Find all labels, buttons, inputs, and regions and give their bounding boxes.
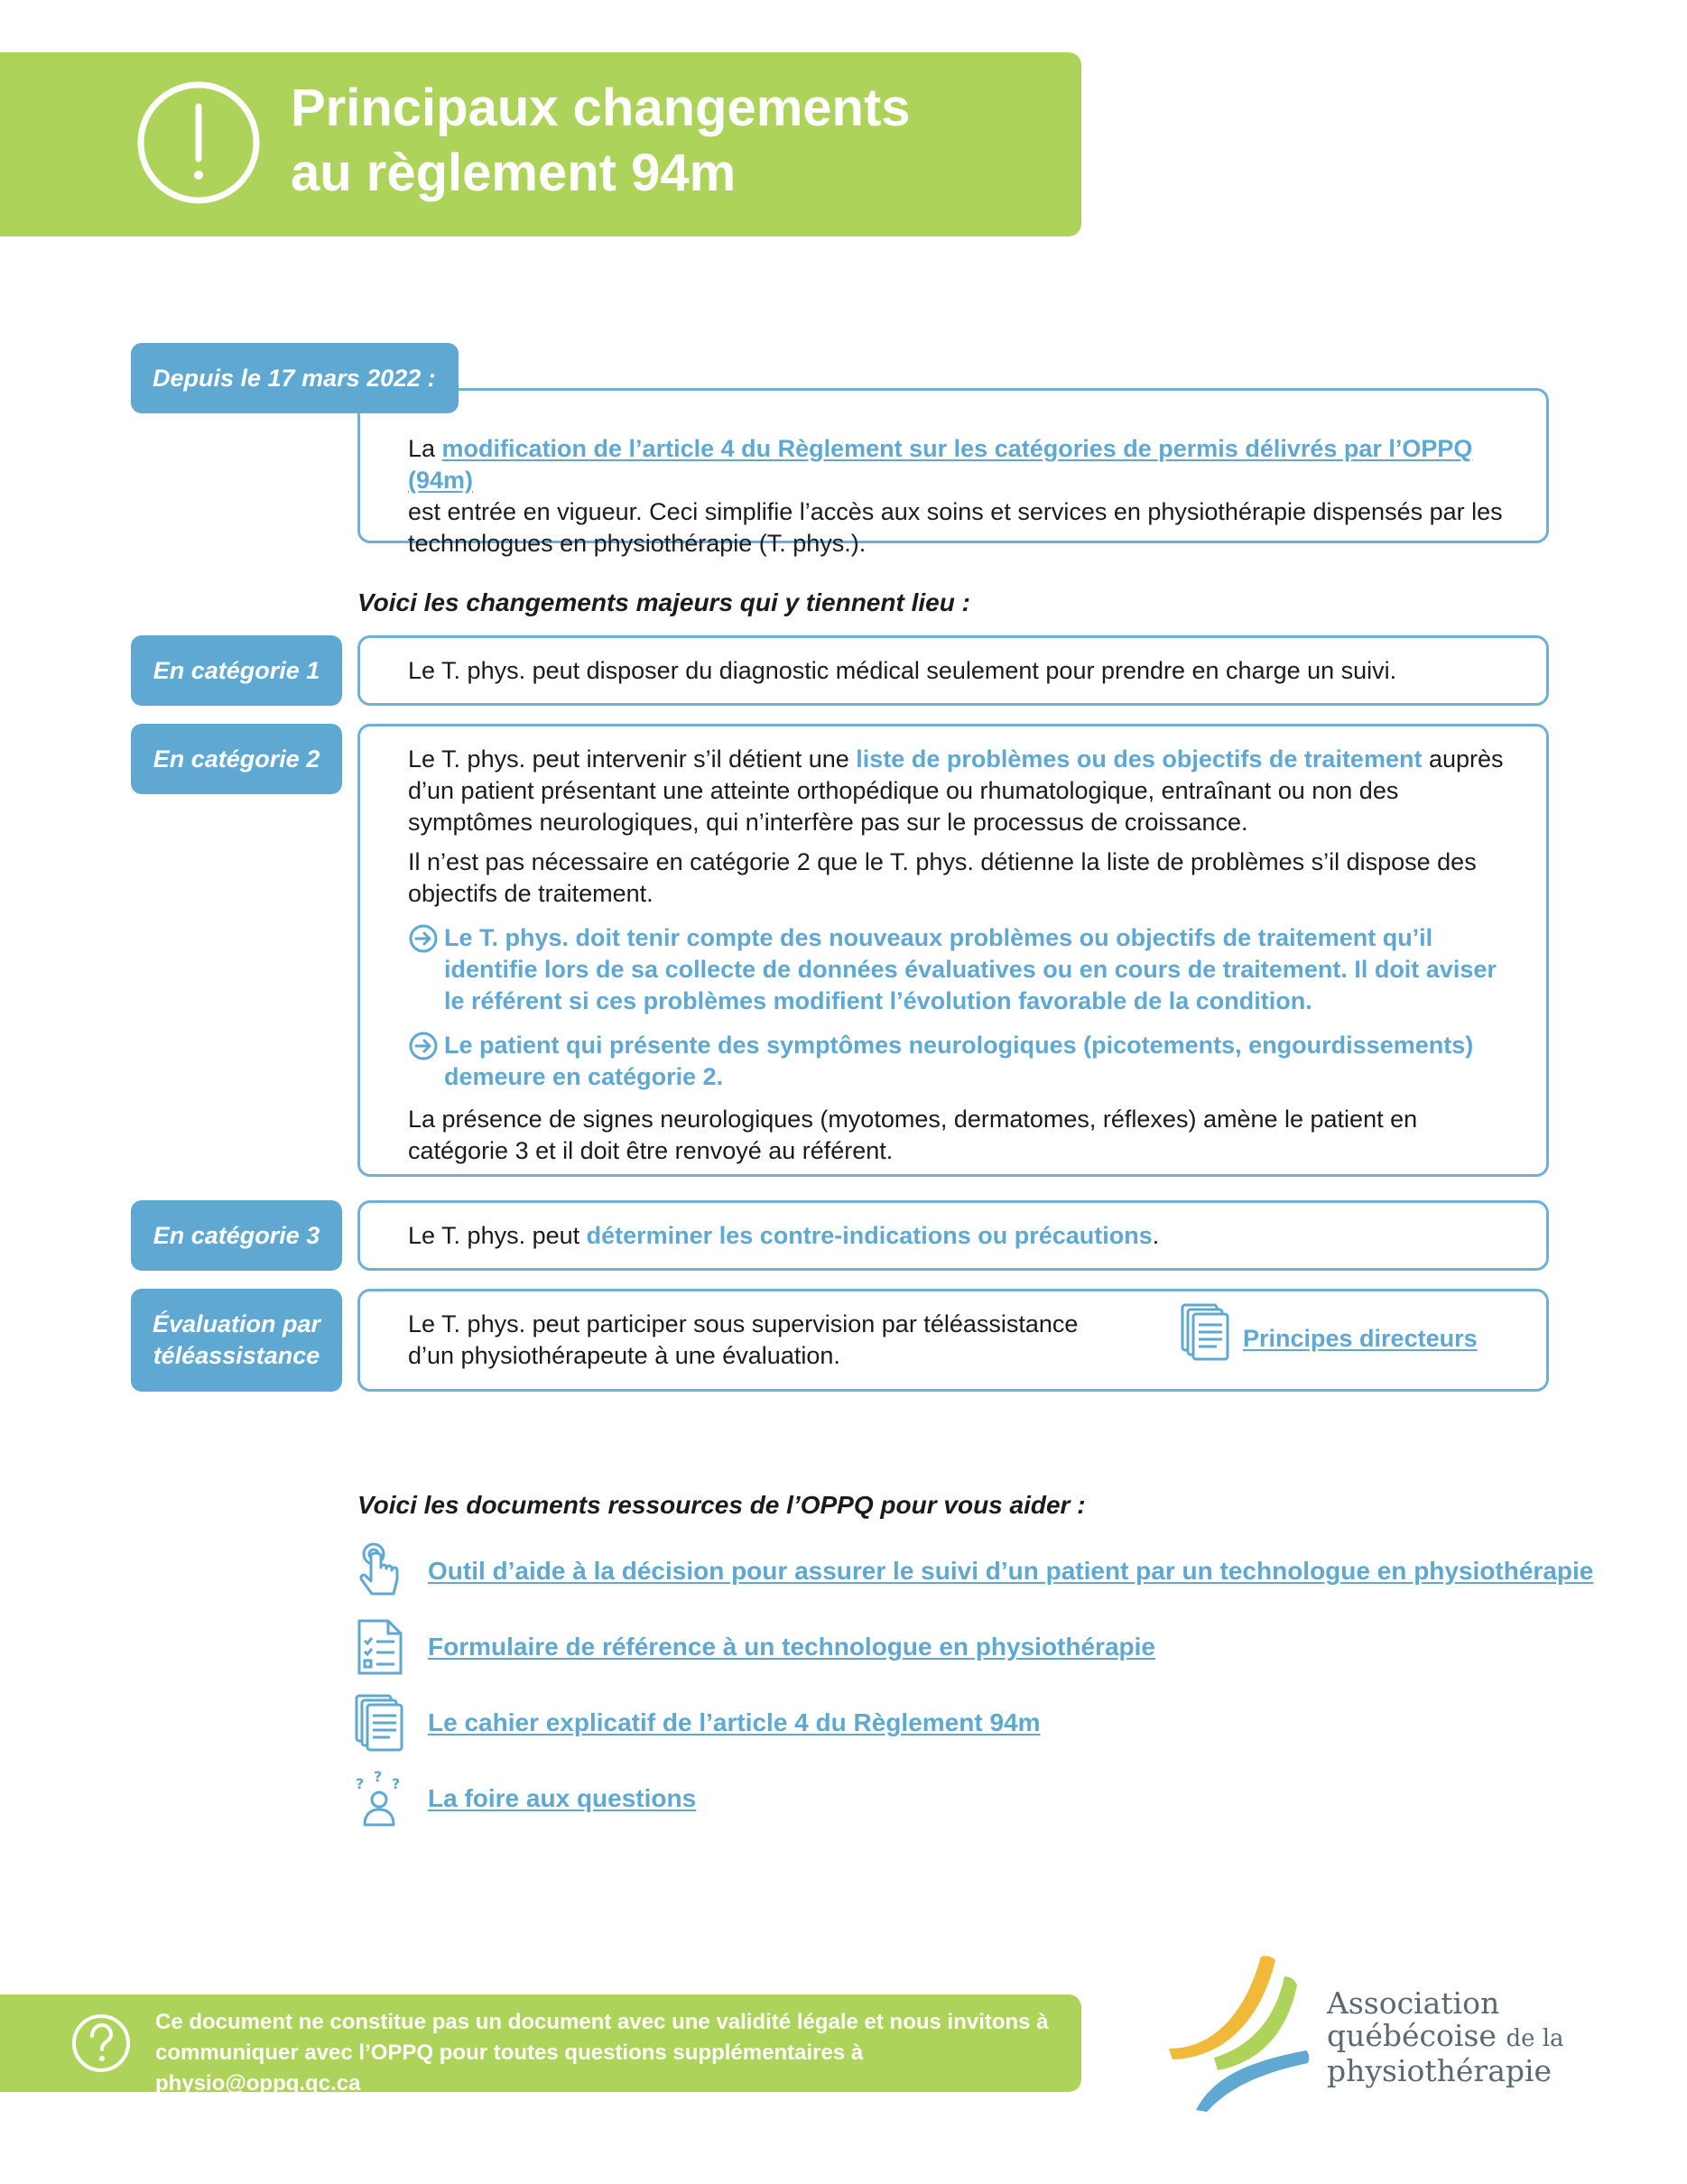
- cat2-p1-prefix: Le T. phys. peut intervenir s’il détient une: [408, 745, 857, 773]
- disclaimer-text: [155, 2007, 1067, 2099]
- category-2-paragraph-1: [408, 744, 1518, 838]
- category-2-paragraph-2: Il n’est pas nécessaire en catégorie 2 que le T. phys. détienne la liste de problèmes s’il dispose des objectifs de traitement.: [408, 848, 1477, 907]
- resource-link-faq[interactable]: La foire aux questions: [428, 1784, 697, 1812]
- since-date-tag: Depuis le 17 mars 2022 :: [131, 343, 459, 413]
- intro-suffix: est entrée en vigueur. Ceci simplifie l’accès aux soins et services en physiothérapie dispensés par les technologues en physiothérapie (T. phys.).: [408, 498, 1503, 557]
- logo-line-3: physiothérapie: [1327, 2053, 1553, 2088]
- documents-stack-icon: [354, 1693, 408, 1753]
- arrow-circle-icon: [408, 923, 439, 954]
- intro-prefix: La: [408, 435, 442, 462]
- category-2-paragraph-3: La présence de signes neurologiques (myotomes, dermatomes, réflexes) amène le patient en catégorie 3 et il doit être renvoyé au référent.: [408, 1106, 1418, 1164]
- logo-line-2: [1327, 2020, 1616, 2055]
- resource-link-referral-form[interactable]: Formulaire de référence à un technologue en physiothérapie: [428, 1633, 1155, 1661]
- disclaimer-line-2-text: communiquer avec l’OPPQ pour toutes questions supplémentaires à: [155, 2041, 864, 2065]
- logo-line-1: Association: [1327, 1985, 1500, 2021]
- exclamation-circle-icon: [135, 79, 262, 206]
- resource-item[interactable]: [354, 1540, 1636, 1603]
- svg-text:?: ?: [392, 1775, 401, 1792]
- category-2-bullet-1: [408, 922, 1518, 1017]
- category-2-bullet-2: [408, 1030, 1518, 1093]
- arrow-circle-icon: [408, 1031, 439, 1061]
- tele-label-line-1: Évaluation par: [152, 1310, 321, 1337]
- person-questions-icon: [354, 1769, 408, 1828]
- teleassistance-tag: [131, 1289, 342, 1392]
- email-link[interactable]: physio@oppq.qc.ca: [155, 2071, 361, 2096]
- cat3-prefix: Le T. phys. peut: [408, 1222, 587, 1249]
- changes-heading: Voici les changements majeurs qui y tiennent lieu :: [357, 588, 970, 616]
- page-title: [291, 76, 1067, 206]
- cat3-suffix: .: [1152, 1222, 1160, 1249]
- disclaimer-line-2: [155, 2038, 1067, 2099]
- guiding-principles-link[interactable]: Principes directeurs: [1243, 1325, 1478, 1352]
- resource-item[interactable]: [354, 1691, 1636, 1754]
- resource-link-decision-tool[interactable]: Outil d’aide à la décision pour assurer le suivi d’un patient par un technologue en physiothérapie: [428, 1557, 1594, 1585]
- cat2-bullet-1-text: Le T. phys. doit tenir compte des nouveaux problèmes ou objectifs de traitement qu’il identifie lors de sa collecte de données évaluatives ou en cours de traitement. Il doit aviser le référent si ces problèmes modifient l’évolution favorable de la condition.: [444, 924, 1497, 1014]
- category-3-tag: En catégorie 3: [131, 1200, 342, 1271]
- resources-heading: Voici les documents ressources de l’OPPQ pour vous aider :: [357, 1491, 1086, 1519]
- title-line-1: Principaux changements: [291, 79, 911, 137]
- svg-text:?: ?: [356, 1775, 365, 1792]
- resource-item[interactable]: [354, 1615, 1636, 1679]
- teleassistance-text: Le T. phys. peut participer sous supervision par téléassistance d’un physiothérapeute à une évaluation.: [408, 1310, 1079, 1369]
- cat2-p1-suffix: auprès d’un patient présentant une atteinte orthopédique ou rhumatologique, entraînant ou non des symptômes neurologiques, qui n’interfère pas sur le processus de croissance.: [408, 745, 1504, 836]
- regulation-modification-link[interactable]: modification de l’article 4 du Règlement sur les catégories de permis délivrés par l’OPPQ (94m): [408, 435, 1473, 494]
- hand-pointer-icon: [354, 1541, 408, 1601]
- title-line-2: au règlement 94m: [291, 143, 737, 202]
- question-circle-icon: [70, 2013, 132, 2074]
- category-3-text: [408, 1220, 1518, 1252]
- aqp-logo-text: [1327, 1987, 1616, 2087]
- logo-line-2-main: québécoise: [1327, 2018, 1497, 2053]
- svg-text:?: ?: [374, 1769, 383, 1785]
- aqp-logo-mark: [1160, 1949, 1313, 2112]
- resource-item[interactable]: [354, 1767, 1636, 1830]
- contraindications-highlight: déterminer les contre-indications ou précautions: [586, 1222, 1153, 1249]
- disclaimer-line-1: Ce document ne constitue pas un document avec une validité légale et nous invitons à: [155, 2010, 1049, 2034]
- resource-link-explanatory-booklet[interactable]: Le cahier explicatif de l’article 4 du Règlement 94m: [428, 1708, 1041, 1736]
- tele-label-line-2: téléassistance: [153, 1342, 320, 1369]
- intro-text: [408, 433, 1518, 560]
- checklist-form-icon: [354, 1617, 408, 1677]
- category-1-tag: En catégorie 1: [131, 635, 342, 706]
- category-2-content: [408, 744, 1518, 1167]
- category-2-tag: En catégorie 2: [131, 724, 342, 794]
- category-1-text: Le T. phys. peut disposer du diagnostic médical seulement pour prendre en charge un suivi.: [408, 657, 1397, 684]
- problem-list-highlight: liste de problèmes ou des objectifs de traitement: [856, 745, 1423, 773]
- documents-icon: [1181, 1303, 1231, 1363]
- logo-line-2-small: de la: [1506, 2025, 1564, 2052]
- cat2-bullet-2-text: Le patient qui présente des symptômes neurologiques (picotements, engourdissements) demeure en catégorie 2.: [444, 1032, 1474, 1090]
